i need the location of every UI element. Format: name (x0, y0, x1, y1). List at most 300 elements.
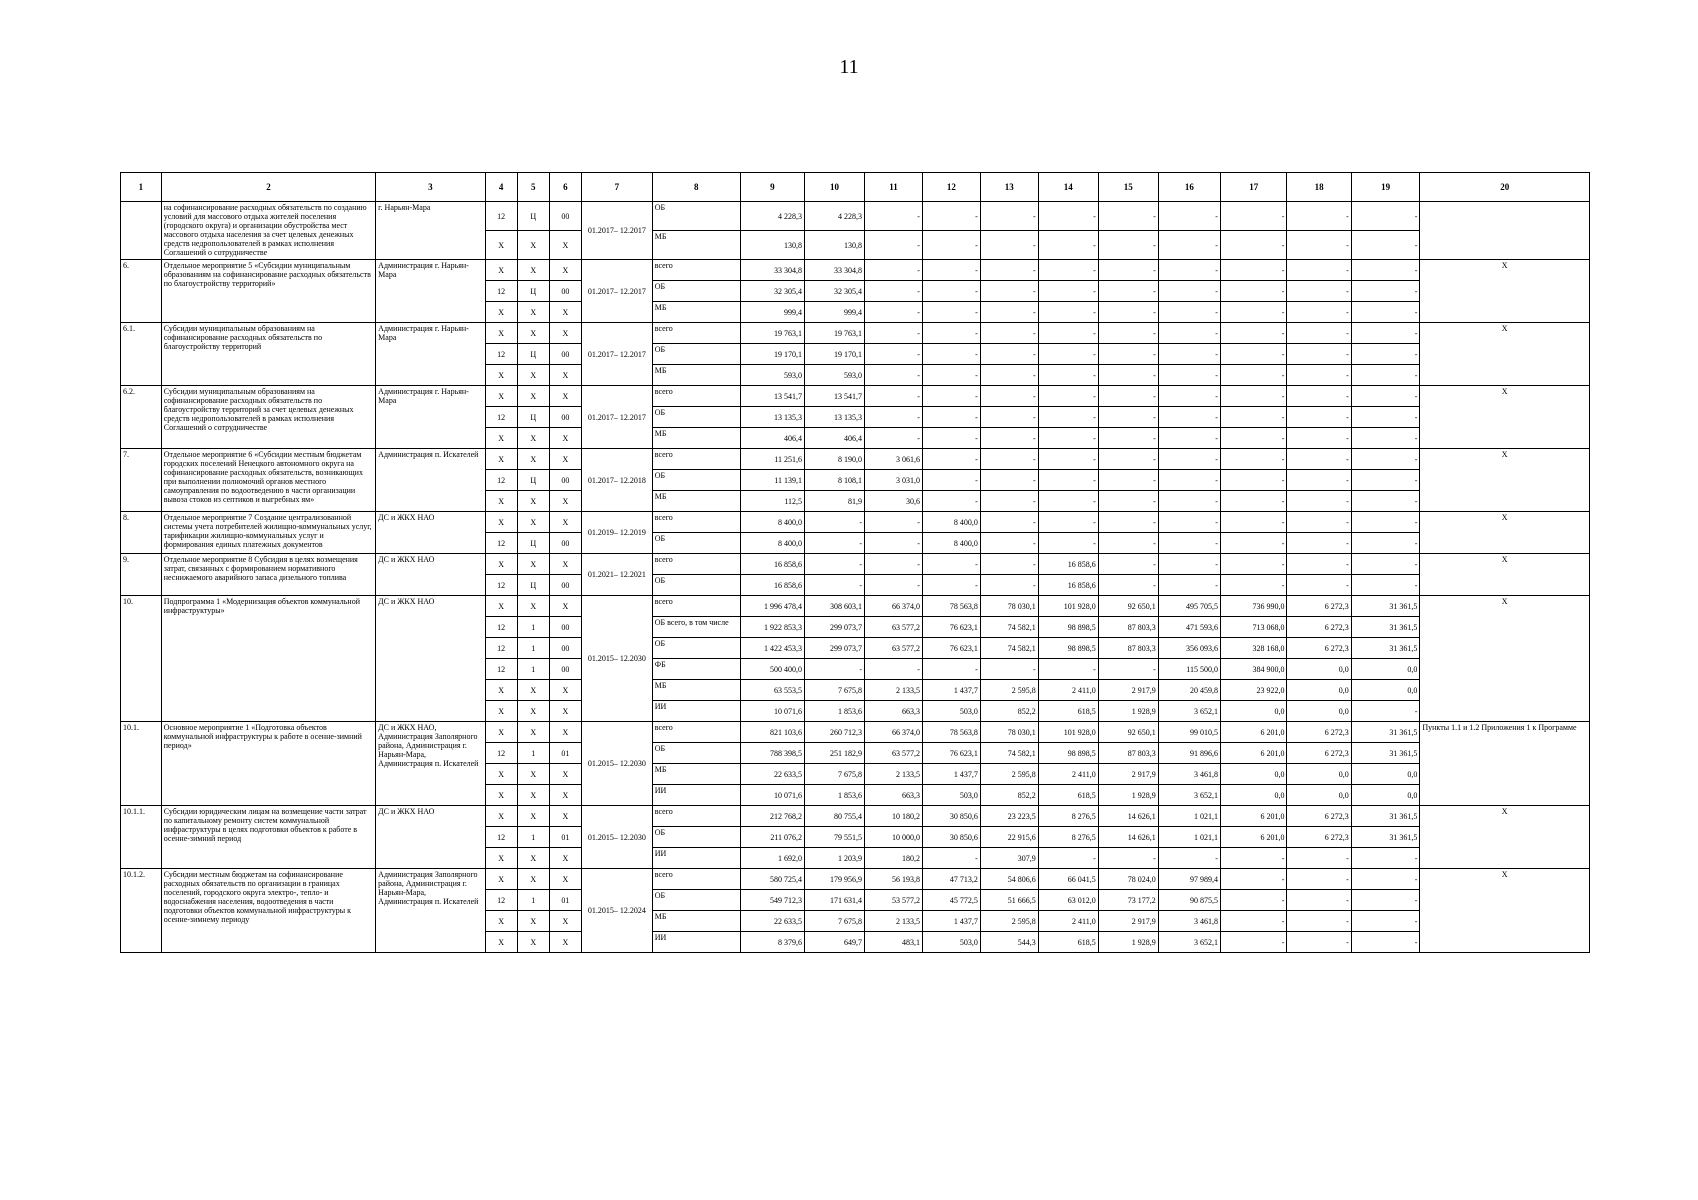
value-cell: 16 858,6 (1038, 554, 1098, 575)
value-cell: 87 803,3 (1098, 743, 1158, 764)
code-5: Ц (517, 281, 549, 302)
item-note: Х (1420, 512, 1590, 554)
value-cell: 66 374,0 (865, 596, 923, 617)
item-period: 01.2015– 12.2030 (582, 806, 653, 869)
code-6: 00 (549, 617, 581, 638)
value-cell: 299 073,7 (805, 638, 865, 659)
value-cell: 2 595,8 (980, 680, 1038, 701)
funding-source: ОБ (652, 533, 740, 554)
code-4: Х (485, 596, 517, 617)
value-cell: 2 917,9 (1098, 911, 1158, 932)
value-cell: - (1038, 231, 1098, 260)
value-cell: 179 956,9 (805, 869, 865, 890)
value-cell: - (1158, 365, 1220, 386)
value-cell: 503,0 (922, 701, 980, 722)
code-6: Х (549, 596, 581, 617)
code-6: Х (549, 848, 581, 869)
value-cell: 63 012,0 (1038, 890, 1098, 911)
item-number: 6.1. (121, 323, 162, 386)
code-6: Х (549, 680, 581, 701)
value-cell: 1 996 478,4 (740, 596, 804, 617)
item-period: 01.2017– 12.2017 (582, 323, 653, 386)
value-cell: - (1038, 428, 1098, 449)
value-cell: - (980, 407, 1038, 428)
funding-source: ОБ (652, 890, 740, 911)
code-4: Х (485, 449, 517, 470)
value-cell: 406,4 (740, 428, 804, 449)
item-period: 01.2015– 12.2030 (582, 722, 653, 806)
item-number (121, 202, 162, 260)
value-cell: 13 135,3 (740, 407, 804, 428)
value-cell: - (1220, 428, 1286, 449)
value-cell: - (1287, 260, 1351, 281)
value-cell: 31 361,5 (1351, 638, 1420, 659)
value-cell: - (1158, 575, 1220, 596)
value-cell: - (1098, 202, 1158, 231)
code-5: Х (517, 680, 549, 701)
value-cell: - (980, 323, 1038, 344)
code-6: Х (549, 428, 581, 449)
value-cell: - (1220, 407, 1286, 428)
value-cell: 98 898,5 (1038, 617, 1098, 638)
value-cell: 87 803,3 (1098, 617, 1158, 638)
value-cell: 503,0 (922, 785, 980, 806)
table-row (121, 512, 1590, 533)
value-cell: 999,4 (805, 302, 865, 323)
item-note: Х (1420, 386, 1590, 449)
value-cell: 63 577,2 (865, 743, 923, 764)
value-cell: - (1351, 890, 1420, 911)
value-cell: - (1287, 386, 1351, 407)
code-6: 00 (549, 281, 581, 302)
value-cell: - (980, 202, 1038, 231)
code-4: 12 (485, 533, 517, 554)
value-cell: - (1220, 512, 1286, 533)
value-cell: - (1158, 323, 1220, 344)
item-name: Отдельное мероприятие 5 «Субсидии муниципальным образованиям на софинансирование расходных обязательств по благоустройству территорий» (161, 260, 375, 323)
value-cell: 736 990,0 (1220, 596, 1286, 617)
value-cell: 63 577,2 (865, 617, 923, 638)
item-name: Подпрограмма 1 «Модернизация объектов коммунальной инфраструктуры» (161, 596, 375, 722)
code-5: Х (517, 260, 549, 281)
code-5: Х (517, 869, 549, 890)
value-cell: 0,0 (1351, 659, 1420, 680)
value-cell: 90 875,5 (1158, 890, 1220, 911)
item-period: 01.2019– 12.2019 (582, 512, 653, 554)
value-cell: - (1098, 659, 1158, 680)
value-cell: - (1287, 428, 1351, 449)
table-row (121, 202, 1590, 231)
value-cell: - (1098, 281, 1158, 302)
value-cell: 53 577,2 (865, 890, 923, 911)
value-cell: 0,0 (1220, 764, 1286, 785)
code-6: Х (549, 231, 581, 260)
item-number: 10.1.1. (121, 806, 162, 869)
value-cell: - (1351, 470, 1420, 491)
table-row (121, 386, 1590, 407)
code-4: Х (485, 932, 517, 953)
value-cell: 0,0 (1351, 785, 1420, 806)
value-cell: - (1098, 344, 1158, 365)
funding-source: МБ (652, 428, 740, 449)
value-cell: 821 103,6 (740, 722, 804, 743)
value-cell: - (1158, 202, 1220, 231)
code-5: 1 (517, 617, 549, 638)
code-6: Х (549, 449, 581, 470)
value-cell: 78 030,1 (980, 596, 1038, 617)
header-cell: 12 (922, 173, 980, 202)
value-cell: - (980, 659, 1038, 680)
value-cell: - (1038, 512, 1098, 533)
value-cell: 97 989,4 (1158, 869, 1220, 890)
item-note: Пункты 1.1 и 1.2 Приложения 1 к Программе (1420, 722, 1590, 806)
value-cell: 130,8 (805, 231, 865, 260)
value-cell: 31 361,5 (1351, 806, 1420, 827)
value-cell: - (865, 533, 923, 554)
funding-source: ОБ (652, 281, 740, 302)
value-cell: 593,0 (740, 365, 804, 386)
value-cell: 1 021,1 (1158, 806, 1220, 827)
value-cell: - (1287, 491, 1351, 512)
item-name: Отдельное мероприятие 7 Создание централизованной системы учета потребителей жилищно-коммунальных услуг, тарификации жилищно-коммунальных услуг и формирования единых платежных документов (161, 512, 375, 554)
value-cell: 16 858,6 (740, 554, 804, 575)
code-5: Х (517, 848, 549, 869)
table-row (121, 869, 1590, 890)
value-cell: - (1220, 575, 1286, 596)
code-6: 01 (549, 890, 581, 911)
item-executor: Администрация г. Нарьян-Мара (376, 323, 485, 386)
value-cell: 999,4 (740, 302, 804, 323)
code-6: Х (549, 764, 581, 785)
value-cell: 6 272,3 (1287, 722, 1351, 743)
value-cell: 31 361,5 (1351, 743, 1420, 764)
value-cell: 1 928,9 (1098, 932, 1158, 953)
value-cell: 649,7 (805, 932, 865, 953)
value-cell: 1 021,1 (1158, 827, 1220, 848)
value-cell: 308 603,1 (805, 596, 865, 617)
value-cell: 713 068,0 (1220, 617, 1286, 638)
value-cell: 328 168,0 (1220, 638, 1286, 659)
value-cell: - (1220, 554, 1286, 575)
value-cell: 0,0 (1287, 764, 1351, 785)
page-number: 11 (839, 56, 859, 78)
funding-source: ИИ (652, 932, 740, 953)
value-cell: 307,9 (980, 848, 1038, 869)
item-executor: Администрация п. Искателей (376, 449, 485, 512)
funding-source: МБ (652, 302, 740, 323)
value-cell: - (1038, 848, 1098, 869)
code-5: Х (517, 701, 549, 722)
value-cell: - (980, 554, 1038, 575)
item-period: 01.2017– 12.2017 (582, 260, 653, 323)
value-cell: 4 228,3 (805, 202, 865, 231)
value-cell: - (1351, 202, 1420, 231)
value-cell: - (980, 231, 1038, 260)
value-cell: 3 461,8 (1158, 911, 1220, 932)
funding-source: всего (652, 323, 740, 344)
value-cell: - (1220, 202, 1286, 231)
value-cell: - (1220, 449, 1286, 470)
header-cell: 6 (549, 173, 581, 202)
value-cell: 3 061,6 (865, 449, 923, 470)
value-cell: 16 858,6 (1038, 575, 1098, 596)
value-cell: 10 071,6 (740, 785, 804, 806)
code-5: Х (517, 386, 549, 407)
item-number: 10. (121, 596, 162, 722)
code-5: Ц (517, 533, 549, 554)
funding-source: МБ (652, 764, 740, 785)
value-cell: - (865, 365, 923, 386)
code-6: 00 (549, 407, 581, 428)
code-5: Х (517, 512, 549, 533)
value-cell: - (1098, 533, 1158, 554)
value-cell: - (1158, 533, 1220, 554)
value-cell: 33 304,8 (805, 260, 865, 281)
funding-source: всего (652, 260, 740, 281)
funding-source: МБ (652, 231, 740, 260)
value-cell: - (865, 512, 923, 533)
value-cell: - (1351, 575, 1420, 596)
value-cell: - (1098, 470, 1158, 491)
value-cell: - (1351, 323, 1420, 344)
code-4: Х (485, 806, 517, 827)
code-4: 12 (485, 575, 517, 596)
value-cell: - (1158, 260, 1220, 281)
code-6: Х (549, 911, 581, 932)
value-cell: 503,0 (922, 932, 980, 953)
value-cell: 1 853,6 (805, 701, 865, 722)
value-cell: 180,2 (865, 848, 923, 869)
value-cell: 6 272,3 (1287, 806, 1351, 827)
value-cell: 31 361,5 (1351, 596, 1420, 617)
code-4: Х (485, 722, 517, 743)
header-cell: 19 (1351, 173, 1420, 202)
value-cell: 2 917,9 (1098, 680, 1158, 701)
code-4: Х (485, 302, 517, 323)
value-cell: - (1287, 323, 1351, 344)
header-cell: 18 (1287, 173, 1351, 202)
table-row (121, 554, 1590, 575)
value-cell: 73 177,2 (1098, 890, 1158, 911)
value-cell: 31 361,5 (1351, 722, 1420, 743)
table-row (121, 260, 1590, 281)
value-cell: - (1038, 281, 1098, 302)
value-cell: 101 928,0 (1038, 722, 1098, 743)
value-cell: 1 437,7 (922, 911, 980, 932)
value-cell: 8 190,0 (805, 449, 865, 470)
funding-source: всего (652, 512, 740, 533)
value-cell: 91 896,6 (1158, 743, 1220, 764)
value-cell: 299 073,7 (805, 617, 865, 638)
value-cell: 663,3 (865, 785, 923, 806)
code-4: Х (485, 365, 517, 386)
code-4: 12 (485, 281, 517, 302)
value-cell: - (1220, 323, 1286, 344)
value-cell: 212 768,2 (740, 806, 804, 827)
value-cell: - (1220, 890, 1286, 911)
value-cell: - (1038, 344, 1098, 365)
code-5: Ц (517, 202, 549, 231)
value-cell: - (1098, 512, 1158, 533)
value-cell: - (980, 575, 1038, 596)
value-cell: 14 626,1 (1098, 827, 1158, 848)
value-cell: - (922, 470, 980, 491)
value-cell: 11 251,6 (740, 449, 804, 470)
value-cell: - (922, 260, 980, 281)
value-cell: 0,0 (1351, 680, 1420, 701)
code-6: 00 (549, 344, 581, 365)
item-note: Х (1420, 323, 1590, 386)
code-4: Х (485, 848, 517, 869)
value-cell: 8 379,6 (740, 932, 804, 953)
code-5: 1 (517, 890, 549, 911)
value-cell: 19 763,1 (740, 323, 804, 344)
header-cell: 3 (376, 173, 485, 202)
value-cell: 6 272,3 (1287, 617, 1351, 638)
value-cell: 852,2 (980, 701, 1038, 722)
value-cell: 76 623,1 (922, 638, 980, 659)
value-cell: - (922, 202, 980, 231)
funding-source: ОБ (652, 638, 740, 659)
header-cell: 2 (161, 173, 375, 202)
funding-source: всего (652, 554, 740, 575)
code-4: Х (485, 428, 517, 449)
value-cell: - (1287, 407, 1351, 428)
value-cell: 33 304,8 (740, 260, 804, 281)
value-cell: 7 675,8 (805, 911, 865, 932)
value-cell: - (980, 491, 1038, 512)
value-cell: - (1351, 848, 1420, 869)
code-5: Х (517, 764, 549, 785)
value-cell: 51 666,5 (980, 890, 1038, 911)
value-cell: - (1220, 386, 1286, 407)
funding-source: ОБ (652, 743, 740, 764)
header-cell: 5 (517, 173, 549, 202)
funding-source: всего (652, 449, 740, 470)
value-cell: - (980, 386, 1038, 407)
item-executor: ДС и ЖКХ НАО (376, 596, 485, 722)
value-cell: - (865, 344, 923, 365)
value-cell: 171 631,4 (805, 890, 865, 911)
code-4: 12 (485, 407, 517, 428)
value-cell: 1 928,9 (1098, 701, 1158, 722)
code-5: 1 (517, 638, 549, 659)
table-row (121, 806, 1590, 827)
value-cell: 549 712,3 (740, 890, 804, 911)
value-cell: - (1220, 470, 1286, 491)
code-4: Х (485, 386, 517, 407)
value-cell: 6 272,3 (1287, 743, 1351, 764)
value-cell: 98 898,5 (1038, 743, 1098, 764)
value-cell: 788 398,5 (740, 743, 804, 764)
value-cell: - (1158, 449, 1220, 470)
code-4: Х (485, 701, 517, 722)
code-5: Х (517, 722, 549, 743)
code-6: Х (549, 512, 581, 533)
code-6: Х (549, 491, 581, 512)
value-cell: 19 763,1 (805, 323, 865, 344)
value-cell: - (1220, 231, 1286, 260)
value-cell: - (865, 554, 923, 575)
value-cell: 101 928,0 (1038, 596, 1098, 617)
value-cell: 3 652,1 (1158, 701, 1220, 722)
funding-source: МБ (652, 911, 740, 932)
value-cell: - (1351, 260, 1420, 281)
code-6: 00 (549, 659, 581, 680)
code-6: 01 (549, 743, 581, 764)
value-cell: 74 582,1 (980, 743, 1038, 764)
code-6: Х (549, 386, 581, 407)
header-cell: 10 (805, 173, 865, 202)
code-5: Х (517, 596, 549, 617)
code-4: Х (485, 554, 517, 575)
value-cell: 0,0 (1220, 701, 1286, 722)
value-cell: - (1220, 869, 1286, 890)
value-cell: - (1351, 533, 1420, 554)
value-cell: 66 374,0 (865, 722, 923, 743)
value-cell: 8 108,1 (805, 470, 865, 491)
value-cell: - (980, 449, 1038, 470)
value-cell: 495 705,5 (1158, 596, 1220, 617)
value-cell: - (1287, 470, 1351, 491)
value-cell: 11 139,1 (740, 470, 804, 491)
value-cell: 99 010,5 (1158, 722, 1220, 743)
value-cell: 0,0 (1287, 659, 1351, 680)
value-cell: 13 541,7 (805, 386, 865, 407)
value-cell: - (1038, 365, 1098, 386)
header-cell: 8 (652, 173, 740, 202)
value-cell: - (922, 491, 980, 512)
value-cell: - (1351, 386, 1420, 407)
item-executor: г. Нарьян-Мара (376, 202, 485, 260)
value-cell: 406,4 (805, 428, 865, 449)
item-executor: ДС и ЖКХ НАО (376, 806, 485, 869)
value-cell: - (980, 533, 1038, 554)
value-cell: - (922, 407, 980, 428)
header-cell: 20 (1420, 173, 1590, 202)
table-row (121, 449, 1590, 470)
value-cell: - (1351, 701, 1420, 722)
value-cell: 8 400,0 (740, 533, 804, 554)
value-cell: - (1287, 449, 1351, 470)
value-cell: 6 272,3 (1287, 596, 1351, 617)
code-5: Х (517, 449, 549, 470)
funding-source: МБ (652, 365, 740, 386)
item-name: на софинансирование расходных обязательств по созданию условий для массового отдыха жителей поселения (городского округа) и организации обустройства мест массового отдыха населения за счет целевых денежных средств недропользователей в рамках исполнения Соглашений о сотрудничестве (161, 202, 375, 260)
code-5: Х (517, 231, 549, 260)
value-cell: 74 582,1 (980, 638, 1038, 659)
funding-source: МБ (652, 491, 740, 512)
value-cell: 384 900,0 (1220, 659, 1286, 680)
value-cell: - (805, 554, 865, 575)
funding-source: ОБ (652, 827, 740, 848)
code-4: Х (485, 323, 517, 344)
value-cell: - (865, 575, 923, 596)
value-cell: - (1158, 470, 1220, 491)
value-cell: 483,1 (865, 932, 923, 953)
value-cell: - (1038, 491, 1098, 512)
item-executor: Администрация г. Нарьян-Мара (376, 386, 485, 449)
value-cell: - (1287, 281, 1351, 302)
value-cell: - (1287, 869, 1351, 890)
code-6: 01 (549, 827, 581, 848)
code-6: 00 (549, 575, 581, 596)
value-cell: 500 400,0 (740, 659, 804, 680)
value-cell: 78 030,1 (980, 722, 1038, 743)
item-note: Х (1420, 554, 1590, 596)
item-number: 6.2. (121, 386, 162, 449)
code-4: Х (485, 260, 517, 281)
